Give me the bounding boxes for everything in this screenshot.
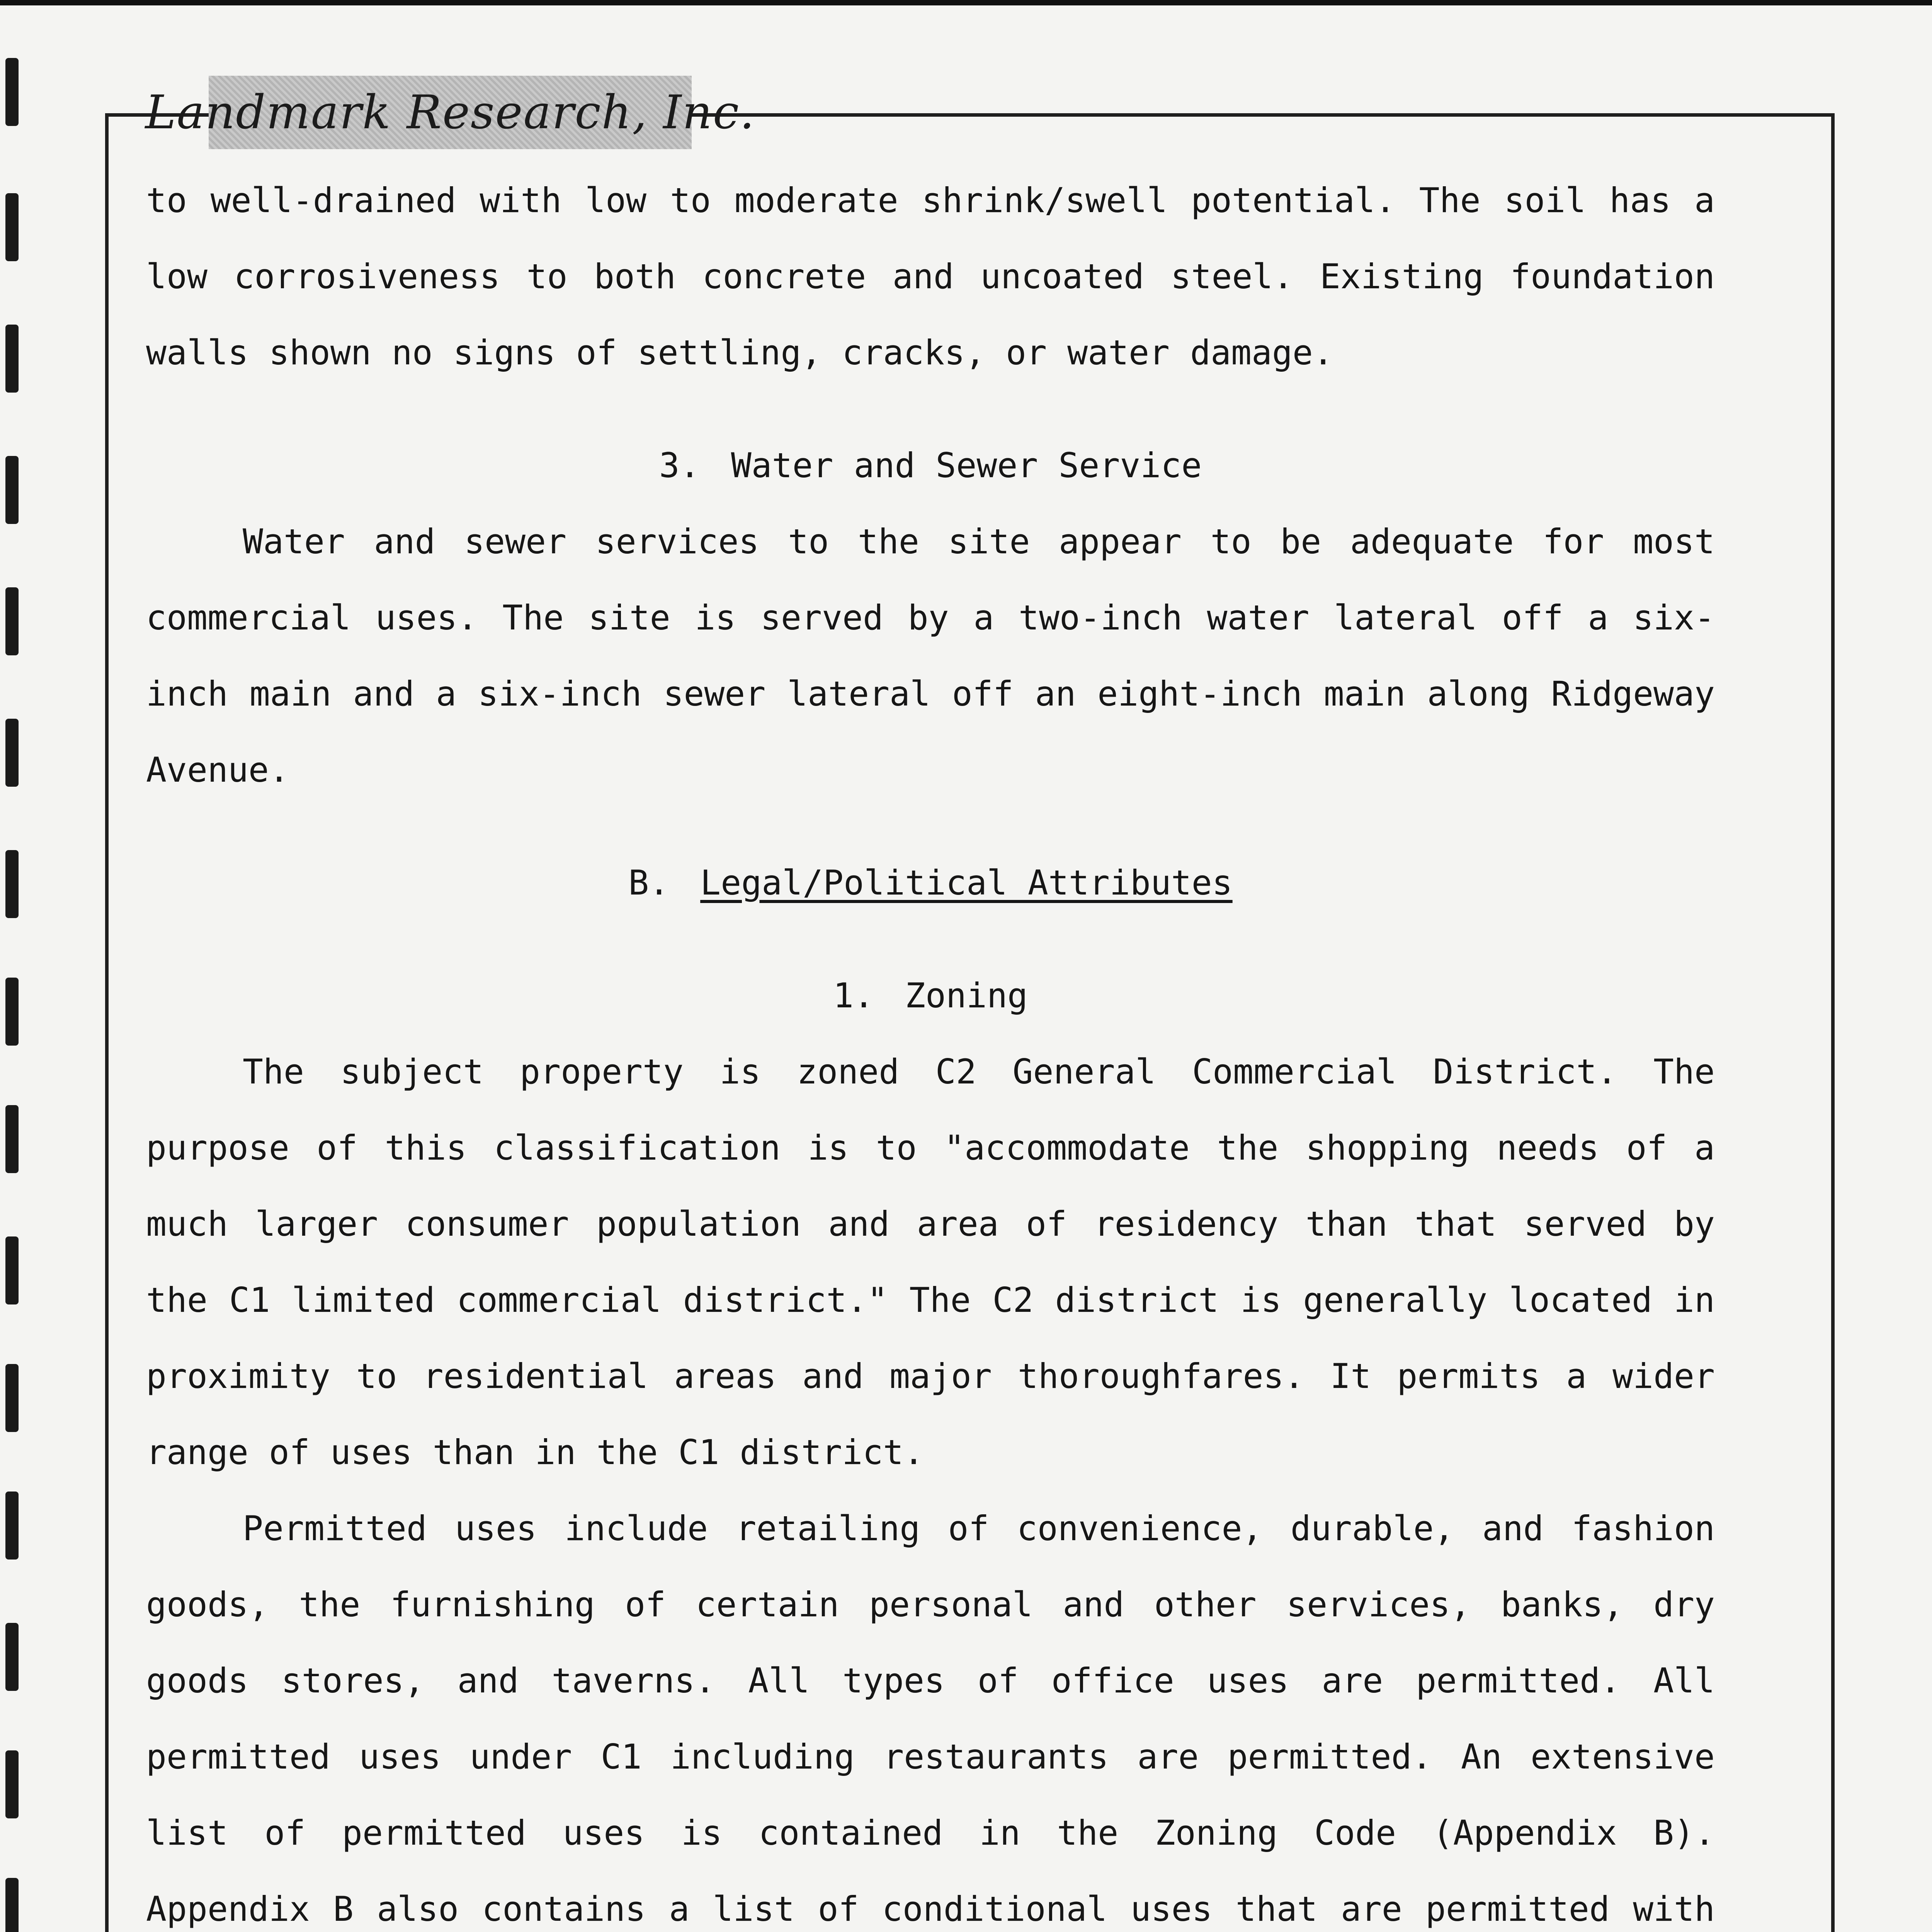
section-b-letter: B. xyxy=(628,863,670,903)
binding-hole xyxy=(5,1878,19,1932)
binding-hole xyxy=(5,193,19,261)
binding-hole xyxy=(5,1750,19,1818)
binding-hole xyxy=(5,587,19,655)
subsection-1-number: 1. xyxy=(833,976,874,1015)
section-3-heading xyxy=(146,427,1715,503)
binding-hole xyxy=(5,978,19,1046)
zoning-paragraph: The subject property is zoned C2 General Commercial District. The purpose of this classification is to "accommodate the shopping needs of a much larger consumer population and area of residency than that served by the C1 limited commercial district." The C2 district is generally located in proximity to residential areas and major thoroughfares. It permits a wider range of uses than in the C1 district. xyxy=(146,1052,1715,1472)
continuation-paragraph: to well-drained with low to moderate shrink/swell potential. The soil has a low corrosiveness to both concrete and uncoated steel. Existing foundation walls shown no signs of settling, cracks, or water damage. xyxy=(146,180,1715,372)
binding-hole xyxy=(5,1236,19,1304)
company-logo xyxy=(145,76,755,149)
section-3-number: 3. xyxy=(659,446,700,485)
permitted-uses-paragraph: Permitted uses include retailing of convenience, durable, and fashion goods, the furnishing of certain personal and other services, banks, dry goods stores, and taverns. All types of office uses are permitted. All permitted uses under C1 including restaurants are permitted. An extensive list of permitted uses is contained in the Zoning Code (Appendix B). Appendix B also contains a list of conditional uses that are permitted with xyxy=(146,1509,1715,1929)
logo-text: Landmark Research, Inc. xyxy=(145,85,755,139)
binding-hole xyxy=(5,1105,19,1173)
binding-hole xyxy=(5,1623,19,1691)
section-3-title: Water and Sewer Service xyxy=(731,446,1202,485)
binding-hole xyxy=(5,719,19,787)
page-body xyxy=(146,162,1715,1932)
binding-hole xyxy=(5,58,19,126)
section-3-paragraph: Water and sewer services to the site appear to be adequate for most commercial uses. The site is served by a two-inch water lateral off a six-inch main and a six-inch sewer lateral off an eight-inch main along Ridgeway Avenue. xyxy=(146,522,1715,790)
binding-hole xyxy=(5,1364,19,1432)
binding-hole xyxy=(5,325,19,393)
binding-hole xyxy=(5,850,19,918)
section-b-title: Legal/Political Attributes xyxy=(700,863,1233,903)
section-b-heading xyxy=(146,845,1715,921)
scan-edge xyxy=(0,0,1932,5)
binding-hole xyxy=(5,1492,19,1560)
subsection-1-heading xyxy=(146,957,1715,1034)
subsection-1-title: Zoning xyxy=(905,976,1028,1015)
binding-hole xyxy=(5,456,19,524)
